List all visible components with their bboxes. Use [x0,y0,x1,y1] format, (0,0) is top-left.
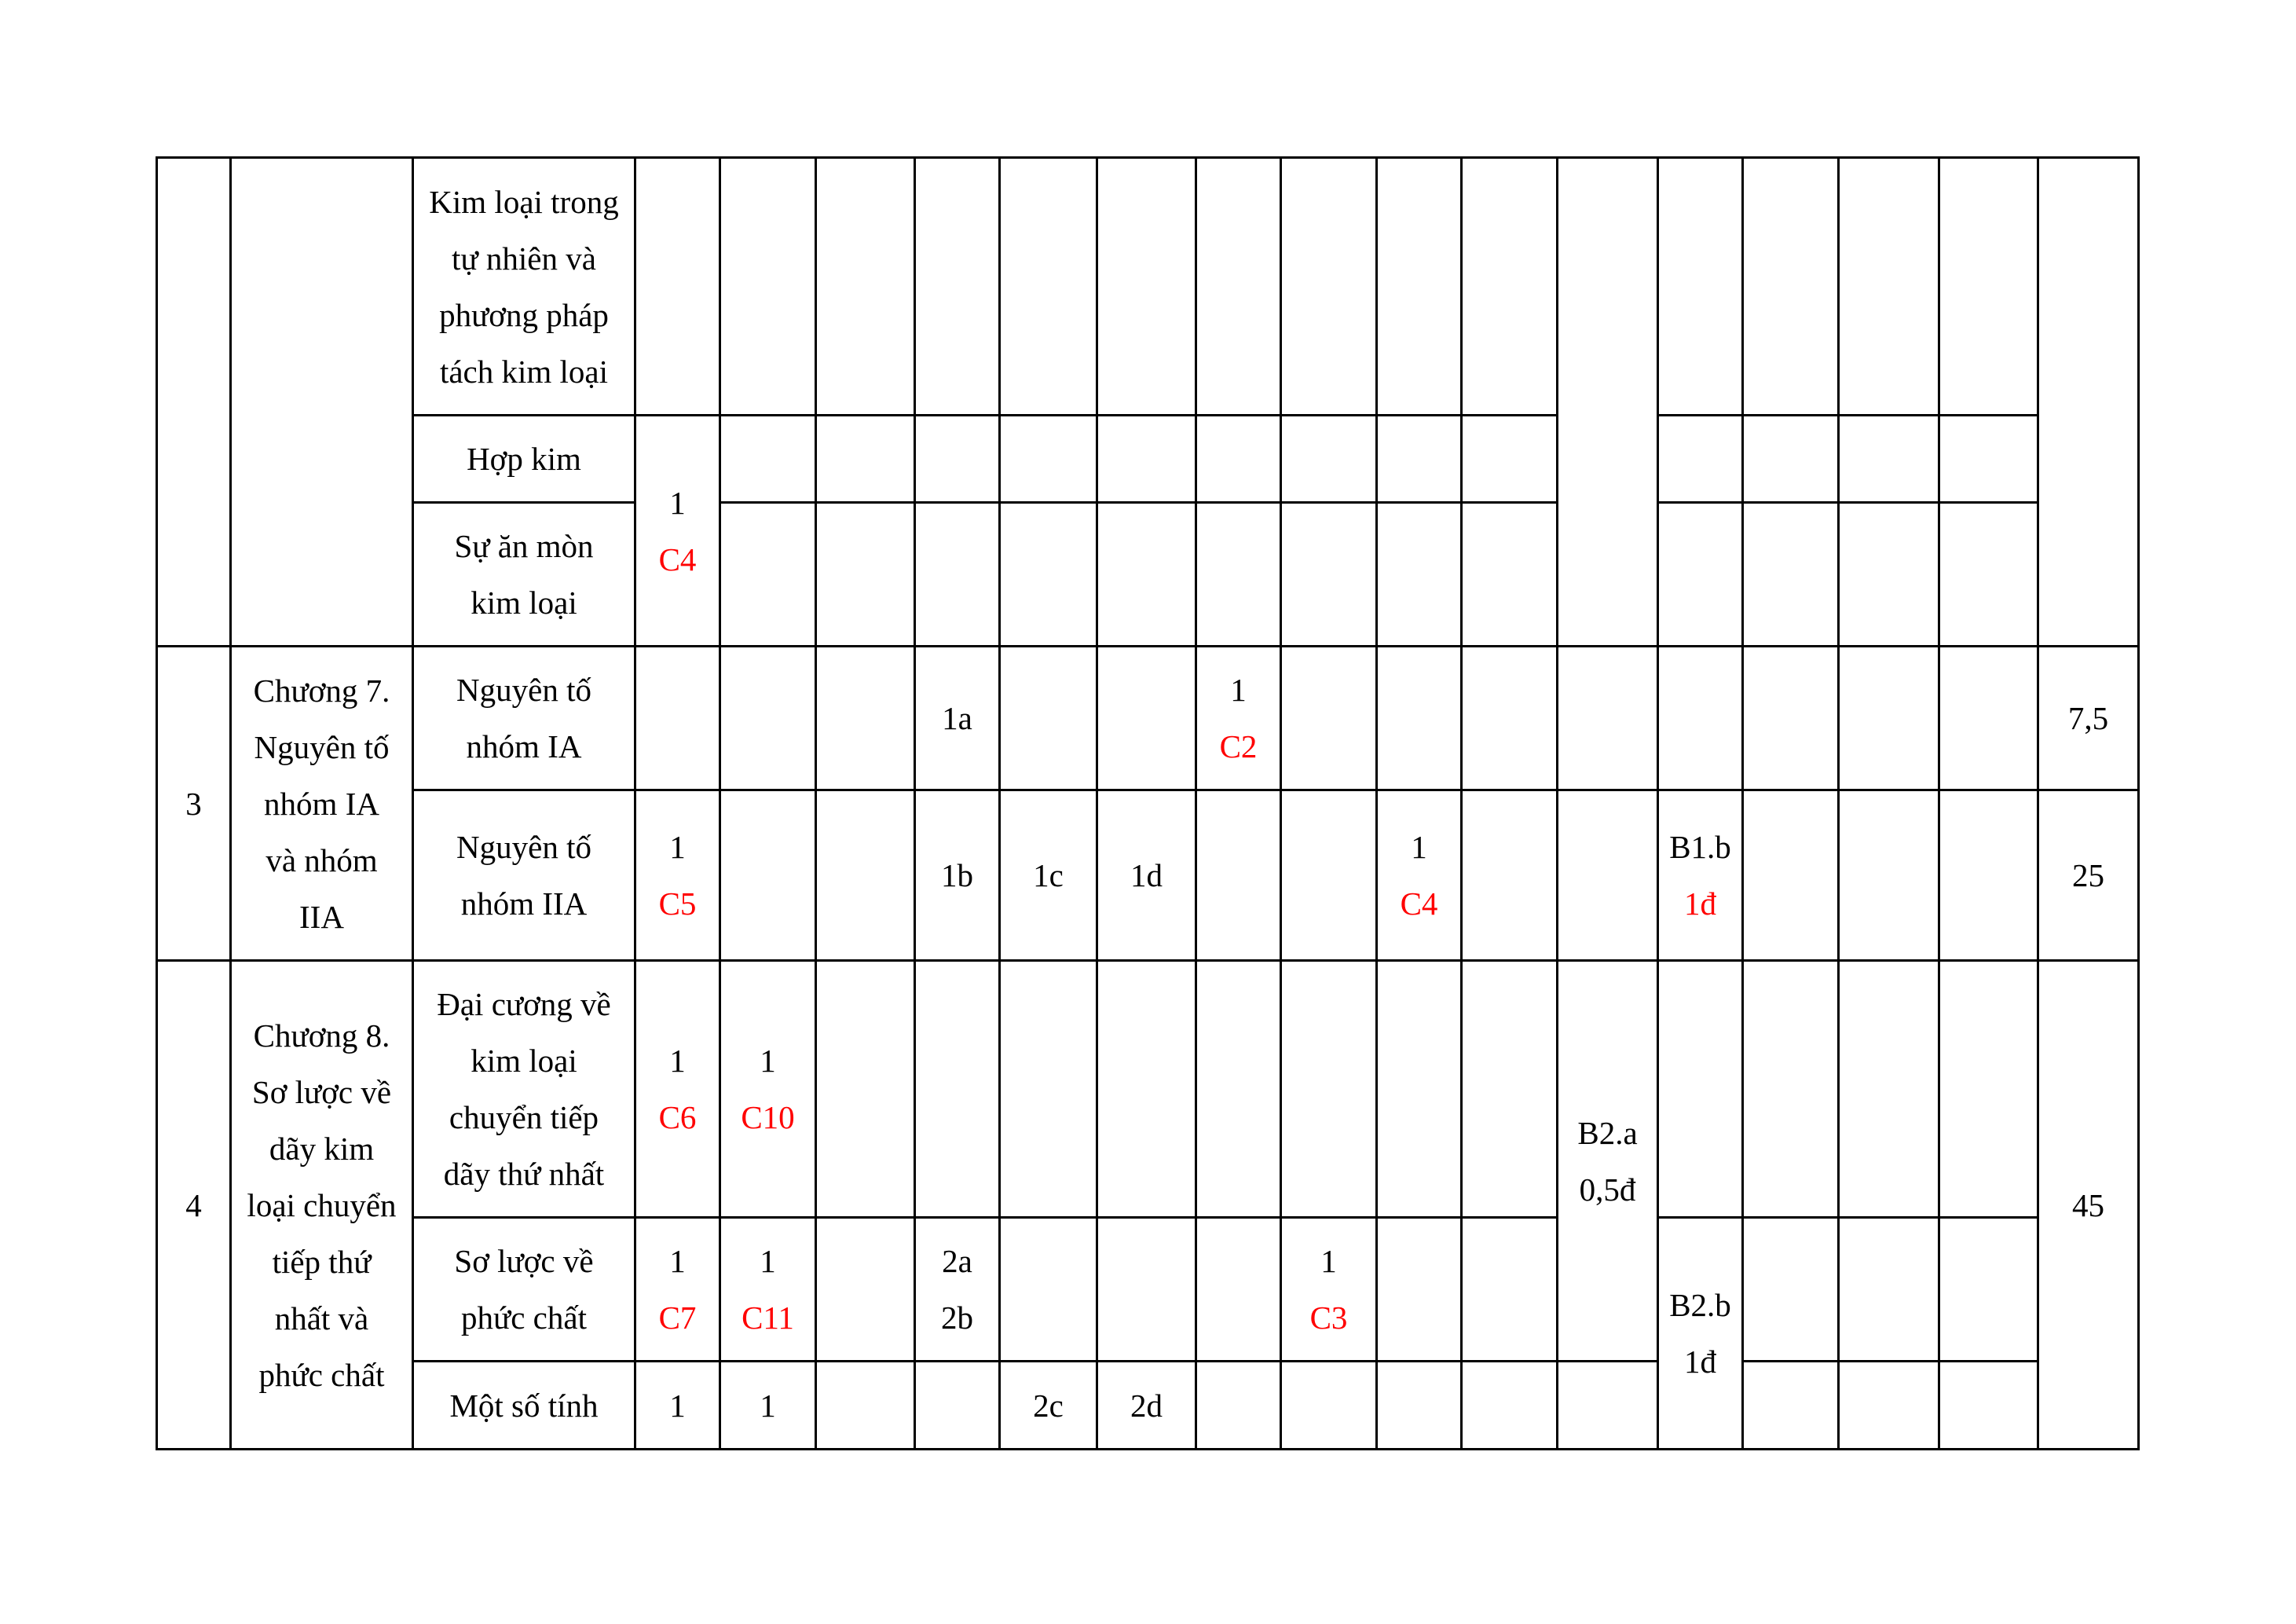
cell-text: B2.b [1669,1287,1731,1323]
cell-c14 [1839,503,1939,647]
cell-text: Sơ lược về [251,1073,392,1110]
cell-c4 [915,647,1000,790]
table-row [157,1362,2139,1450]
cell-c2 [720,647,816,790]
cell-topic [413,790,635,961]
cell-c6 [1097,790,1196,961]
cell-c5 [1000,1362,1097,1450]
cell-c14 [1839,790,1939,961]
cell-text: 1d [1130,857,1163,893]
table-row [157,790,2139,961]
cell-c3 [816,961,915,1218]
cell-text: Sự ăn mòn [454,528,594,564]
cell-c11 [1558,158,1658,647]
cell-text: tiếp thứ [272,1243,372,1280]
cell-text: 1a [942,700,972,736]
cell-c13 [1743,647,1839,790]
cell-c15 [1939,790,2038,961]
cell-c14 [1839,647,1939,790]
cell-c13 [1743,158,1839,416]
cell-c5 [1000,961,1097,1218]
cell-c6 [1097,1362,1196,1450]
cell-c2 [720,158,816,416]
cell-topic [413,1218,635,1362]
cell-c3 [816,503,915,647]
cell-c9 [1377,503,1462,647]
cell-c5 [1000,647,1097,790]
cell-c8 [1281,961,1377,1218]
cell-c3 [816,1362,915,1450]
cell-text: C5 [658,885,697,922]
cell-c1 [635,1362,720,1450]
cell-c14 [1839,1218,1939,1362]
cell-text: C10 [741,1099,795,1135]
table-row [157,1218,2139,1362]
cell-text: Kim loại trong [429,183,619,220]
cell-text: tự nhiên và [452,240,596,277]
cell-c13 [1743,416,1839,503]
cell-c7 [1196,647,1281,790]
cell-c15 [1939,1218,2038,1362]
cell-text: phức chất [258,1356,385,1393]
cell-text: C11 [742,1300,794,1336]
cell-c10 [1462,790,1558,961]
cell-c11 [1558,647,1658,790]
cell-c9 [1377,1362,1462,1450]
cell-c7 [1196,158,1281,416]
cell-c8 [1281,503,1377,647]
cell-text: nhóm IA [466,728,582,764]
cell-c13 [1743,1218,1839,1362]
cell-c4 [915,961,1000,1218]
cell-c14 [1839,416,1939,503]
cell-stt [157,158,231,647]
cell-text: 1 [669,1243,686,1279]
cell-text: Nguyên tố [456,672,591,708]
cell-c10 [1462,158,1558,416]
cell-c2 [720,1362,816,1450]
cell-chapter [231,961,413,1450]
table-row [157,158,2139,416]
cell-c10 [1462,1218,1558,1362]
cell-c13 [1743,1362,1839,1450]
cell-c5 [1000,416,1097,503]
cell-text: 1 [1320,1243,1337,1279]
cell-text: 2b [941,1300,973,1336]
cell-c2 [720,503,816,647]
cell-text: 0,5đ [1579,1171,1636,1208]
cell-text: C6 [658,1099,697,1135]
cell-c13 [1743,790,1839,961]
cell-text: 1 [669,1043,686,1079]
cell-text: 1 [760,1043,776,1079]
cell-c12 [1658,503,1743,647]
cell-c1 [635,647,720,790]
cell-c15 [1939,647,2038,790]
cell-c2 [720,416,816,503]
cell-c9 [1377,961,1462,1218]
cell-text: B2.a [1577,1114,1638,1151]
cell-c17 [2038,158,2139,647]
cell-topic [413,1362,635,1450]
cell-text: phương pháp [439,296,609,333]
cell-c10 [1462,647,1558,790]
cell-c1 [635,961,720,1218]
cell-text: 2d [1130,1387,1163,1424]
cell-c3 [816,158,915,416]
cell-text: dãy kim [269,1130,375,1167]
cell-c12 [1658,790,1743,961]
cell-c11 [1558,1362,1658,1450]
cell-c15 [1939,961,2038,1218]
cell-text: Một số tính [449,1387,599,1424]
cell-topic [413,416,635,503]
cell-c6 [1097,416,1196,503]
exam-matrix-table [156,156,2140,1450]
cell-c4 [915,790,1000,961]
cell-text: Chương 8. [253,1017,390,1054]
cell-c1 [635,790,720,961]
cell-text: kim loại [471,1043,577,1079]
cell-c4 [915,158,1000,416]
cell-topic [413,647,635,790]
cell-c12 [1658,1218,1743,1450]
table-row [157,961,2139,1218]
cell-c8 [1281,647,1377,790]
cell-text: Đại cương về [437,986,611,1022]
cell-c2 [720,1218,816,1362]
cell-c14 [1839,961,1939,1218]
cell-c1 [635,1218,720,1362]
cell-text: 25 [2072,857,2104,893]
cell-text: 1 [1230,672,1247,708]
cell-text: 2a [942,1243,972,1279]
table-row [157,416,2139,503]
cell-c11 [1558,790,1658,961]
cell-c17 [2038,961,2139,1450]
cell-c4 [915,416,1000,503]
cell-c6 [1097,503,1196,647]
cell-c2 [720,961,816,1218]
cell-text: Hợp kim [467,441,581,477]
cell-text: 1 [669,829,686,865]
cell-c11 [1558,961,1658,1362]
cell-text: 7,5 [2067,700,2109,736]
cell-text: Sơ lược về [454,1243,594,1279]
cell-text: 1 [760,1243,776,1279]
cell-c15 [1939,416,2038,503]
cell-text: chuyển tiếp [449,1099,599,1135]
cell-c13 [1743,503,1839,647]
cell-c9 [1377,647,1462,790]
cell-c7 [1196,1218,1281,1362]
cell-text: 1đ [1684,885,1716,922]
cell-c4 [915,1218,1000,1362]
cell-c15 [1939,503,2038,647]
cell-text: 1b [941,857,973,893]
cell-text: 1c [1033,857,1064,893]
cell-c12 [1658,158,1743,416]
cell-stt: 3 [157,647,231,961]
cell-c5 [1000,790,1097,961]
cell-c14 [1839,158,1939,416]
table-row [157,647,2139,790]
cell-topic [413,503,635,647]
cell-text: C4 [658,541,697,577]
cell-text: C3 [1309,1300,1348,1336]
cell-c4 [915,503,1000,647]
cell-text: C4 [1400,885,1438,922]
cell-c3 [816,790,915,961]
cell-text: IIA [299,898,344,935]
cell-c7 [1196,1362,1281,1450]
cell-c7 [1196,790,1281,961]
cell-c10 [1462,503,1558,647]
cell-c15 [1939,1362,2038,1450]
cell-c10 [1462,961,1558,1218]
cell-text: nhất và [274,1300,369,1336]
cell-c3 [816,647,915,790]
cell-c3 [816,416,915,503]
cell-text: 1 [669,484,686,521]
cell-c1 [635,158,720,416]
cell-c3 [816,1218,915,1362]
cell-c6 [1097,647,1196,790]
cell-c5 [1000,1218,1097,1362]
cell-text: 1 [1411,829,1427,865]
cell-c6 [1097,158,1196,416]
cell-c7 [1196,961,1281,1218]
cell-c4 [915,1362,1000,1450]
cell-text: dãy thứ nhất [443,1156,605,1192]
cell-text: 1 [760,1387,776,1424]
cell-c8 [1281,416,1377,503]
cell-c7 [1196,503,1281,647]
cell-c9 [1377,416,1462,503]
cell-text: Nguyên tố [456,829,591,865]
cell-c9 [1377,1218,1462,1362]
table-row [157,503,2139,647]
cell-c5 [1000,503,1097,647]
cell-c8 [1281,1218,1377,1362]
cell-text: 1 [669,1387,686,1424]
cell-c12 [1658,647,1743,790]
cell-text: nhóm IA [264,785,379,822]
cell-c12 [1658,961,1743,1218]
cell-c10 [1462,1362,1558,1450]
cell-c7 [1196,416,1281,503]
cell-text: C2 [1219,728,1258,764]
cell-text: Nguyên tố [254,728,390,765]
cell-c14 [1839,1362,1939,1450]
cell-c17 [2038,647,2139,790]
cell-c17 [2038,790,2139,961]
cell-c9 [1377,790,1462,961]
cell-text: kim loại [471,585,577,621]
cell-text: phức chất [461,1300,587,1336]
cell-chapter [231,647,413,961]
cell-c8 [1281,158,1377,416]
cell-stt: 4 [157,961,231,1450]
cell-text: 1đ [1684,1344,1716,1380]
cell-text: và nhóm [265,841,378,878]
cell-c8 [1281,790,1377,961]
cell-c8 [1281,1362,1377,1450]
cell-c2 [720,790,816,961]
cell-text: 2c [1033,1387,1064,1424]
cell-c6 [1097,1218,1196,1362]
cell-c13 [1743,961,1839,1218]
cell-topic [413,961,635,1218]
cell-text: 45 [2072,1186,2104,1223]
cell-c5 [1000,158,1097,416]
cell-c10 [1462,416,1558,503]
cell-c6 [1097,961,1196,1218]
cell-text: tách kim loại [439,353,609,390]
cell-c15 [1939,158,2038,416]
cell-c12 [1658,416,1743,503]
cell-text: Chương 7. [253,672,390,709]
cell-c9 [1377,158,1462,416]
cell-chapter [231,158,413,647]
cell-topic [413,158,635,416]
cell-text: nhóm IIA [460,885,588,922]
cell-text: loại chuyển [247,1186,397,1223]
cell-text: B1.b [1669,829,1731,865]
cell-c1 [635,416,720,647]
cell-text: C7 [658,1300,697,1336]
